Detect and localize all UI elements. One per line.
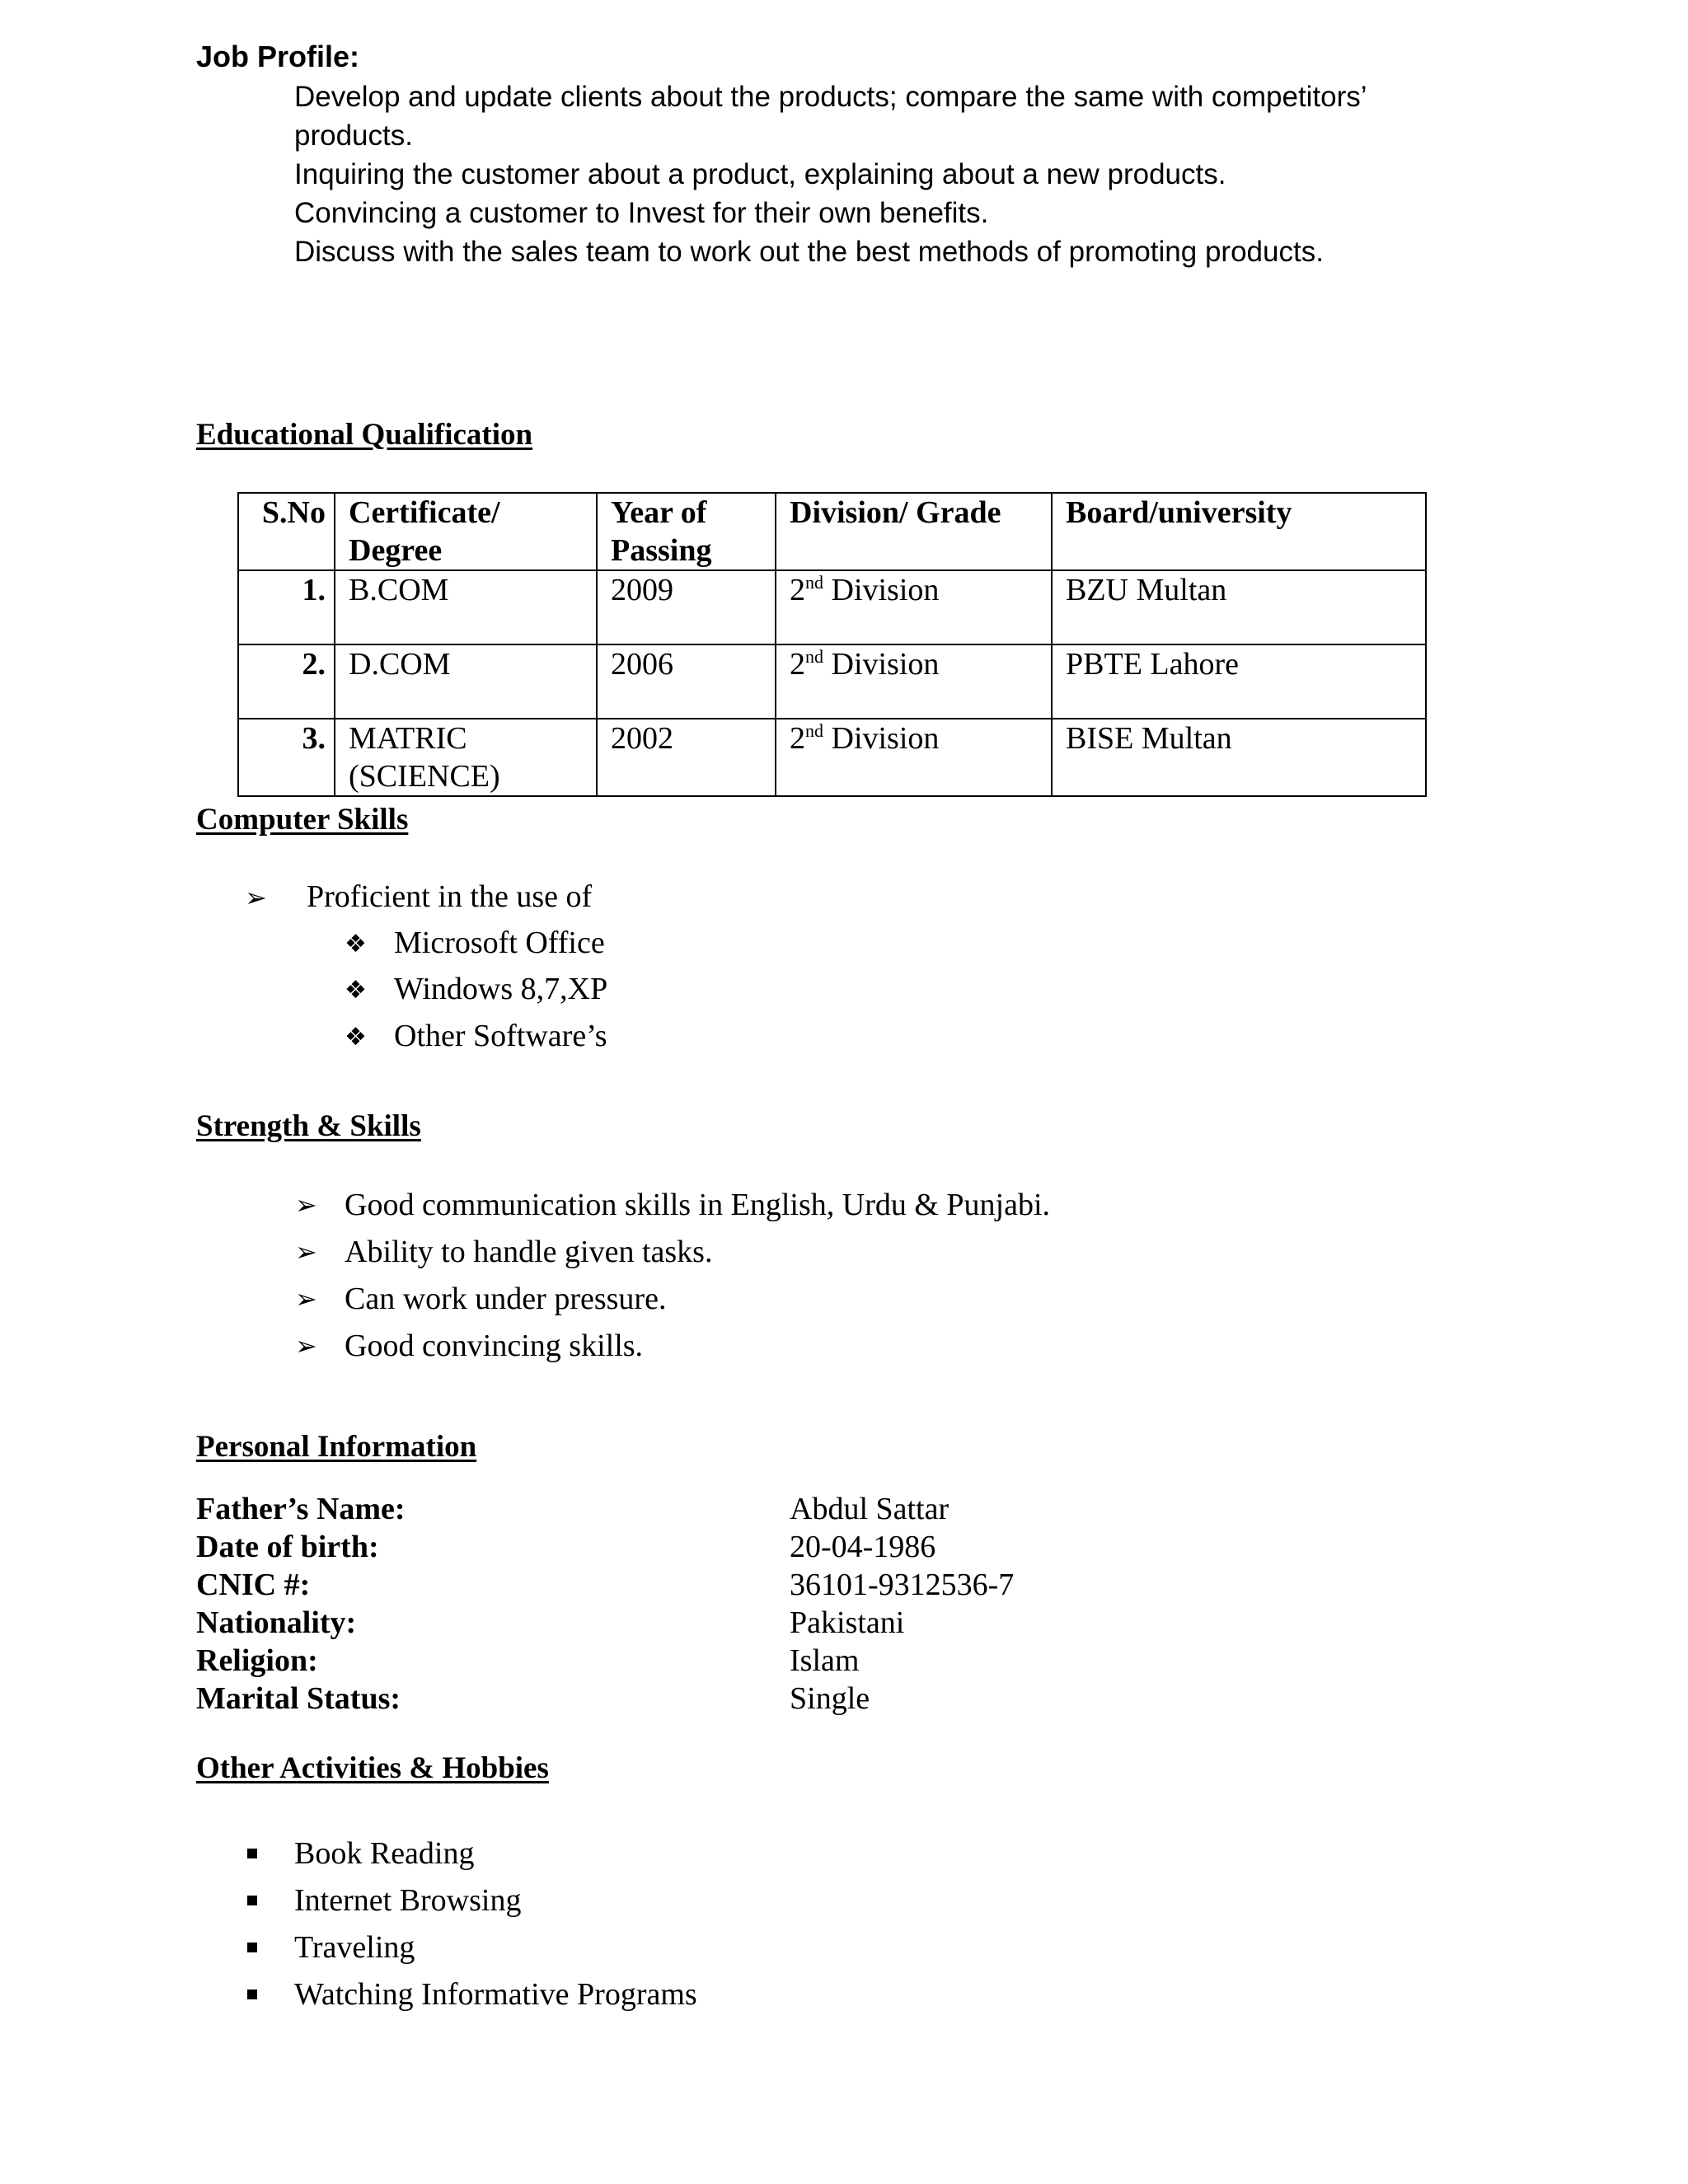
cell-division <box>776 570 1052 644</box>
four-diamond-bullet-icon: ❖ <box>345 930 367 958</box>
computer-skill-item: Windows 8,7,XP <box>394 972 608 1006</box>
strength-item: Good communication skills in English, Urdu & Punjabi. <box>345 1188 1051 1222</box>
strength-item: Can work under pressure. <box>345 1282 667 1316</box>
cell-sno: 2. <box>238 644 335 719</box>
job-profile-line: Convincing a customer to Invest for their own benefits. <box>294 197 989 229</box>
cell-year: 2002 <box>597 719 776 796</box>
strength-item: Ability to handle given tasks. <box>345 1235 713 1269</box>
arrowhead-bullet-icon: ➢ <box>295 1236 317 1268</box>
date-of-birth-label: Date of birth: <box>196 1530 379 1564</box>
four-diamond-bullet-icon: ❖ <box>345 1023 367 1052</box>
header-certificate-line: Certificate/ <box>349 495 500 530</box>
cell-degree-line: MATRIC <box>349 721 467 756</box>
arrowhead-bullet-icon: ➢ <box>295 1283 317 1315</box>
header-board: Board/university <box>1052 493 1426 570</box>
strengths-heading: Strength & Skills <box>196 1109 421 1143</box>
job-profile-line: products. <box>294 120 413 152</box>
hobby-item: Book Reading <box>294 1836 475 1871</box>
fathers-name-value: Abdul Sattar <box>790 1492 950 1526</box>
fathers-name-label: Father’s Name: <box>196 1492 406 1526</box>
marital-status-label: Marital Status: <box>196 1681 401 1716</box>
hobby-item: Traveling <box>294 1930 415 1965</box>
hobby-item: Internet Browsing <box>294 1883 522 1918</box>
cell-board: BISE Multan <box>1052 719 1426 796</box>
computer-skill-item: Microsoft Office <box>394 926 605 960</box>
cnic-value: 36101-9312536-7 <box>790 1568 1015 1602</box>
square-bullet-icon <box>247 1896 257 1905</box>
division-text: Division <box>823 573 940 607</box>
cell-year: 2006 <box>597 644 776 719</box>
division-suffix: nd <box>805 646 823 667</box>
cell-year: 2009 <box>597 570 776 644</box>
header-sno: S.No <box>238 493 335 570</box>
personal-info-heading: Personal Information <box>196 1430 477 1464</box>
nationality-label: Nationality: <box>196 1605 357 1640</box>
division-number: 2 <box>790 721 805 756</box>
header-certificate <box>335 493 597 570</box>
cell-degree-line: (SCIENCE) <box>349 759 500 794</box>
division-number: 2 <box>790 573 805 607</box>
job-profile-line: Inquiring the customer about a product, explaining about a new products. <box>294 158 1226 190</box>
header-division: Division/ Grade <box>776 493 1052 570</box>
marital-status-value: Single <box>790 1681 870 1716</box>
division-suffix: nd <box>805 720 823 741</box>
arrowhead-bullet-icon: ➢ <box>245 882 267 913</box>
job-profile-line: Discuss with the sales team to work out the best methods of promoting products. <box>294 236 1324 268</box>
education-table <box>237 492 1427 797</box>
hobbies-heading: Other Activities & Hobbies <box>196 1751 549 1785</box>
computer-skills-heading: Computer Skills <box>196 803 409 837</box>
hobby-item: Watching Informative Programs <box>294 1977 697 2012</box>
table-row <box>238 570 1426 644</box>
square-bullet-icon <box>247 1990 257 1999</box>
education-heading: Educational Qualification <box>196 418 533 452</box>
job-profile-line: Develop and update clients about the products; compare the same with competitors’ <box>294 81 1367 113</box>
header-year <box>597 493 776 570</box>
square-bullet-icon <box>247 1849 257 1858</box>
education-header-row <box>238 493 1426 570</box>
job-profile-description <box>294 77 1531 271</box>
cell-board: BZU Multan <box>1052 570 1426 644</box>
nationality-value: Pakistani <box>790 1605 905 1640</box>
date-of-birth-value: 20-04-1986 <box>790 1530 936 1564</box>
computer-skill-item: Other Software’s <box>394 1019 607 1053</box>
arrowhead-bullet-icon: ➢ <box>295 1189 317 1221</box>
four-diamond-bullet-icon: ❖ <box>345 976 367 1005</box>
cell-sno: 3. <box>238 719 335 796</box>
cell-degree <box>335 644 597 719</box>
division-text: Division <box>823 721 940 756</box>
header-certificate-line: Degree <box>349 533 443 568</box>
religion-label: Religion: <box>196 1643 318 1678</box>
header-year-line: Passing <box>611 533 712 568</box>
computer-skills-intro: Proficient in the use of <box>307 879 593 914</box>
religion-value: Islam <box>790 1643 860 1678</box>
header-year-line: Year of <box>611 495 707 530</box>
strength-item: Good convincing skills. <box>345 1329 644 1363</box>
cnic-label: CNIC #: <box>196 1568 311 1602</box>
arrowhead-bullet-icon: ➢ <box>295 1330 317 1361</box>
division-text: Division <box>823 647 940 682</box>
cell-sno: 1. <box>238 570 335 644</box>
square-bullet-icon <box>247 1943 257 1952</box>
division-suffix: nd <box>805 572 823 593</box>
job-profile-title: Job Profile: <box>196 40 360 73</box>
cell-degree <box>335 719 597 796</box>
table-row <box>238 644 1426 719</box>
cell-division <box>776 719 1052 796</box>
cell-division <box>776 644 1052 719</box>
cell-degree-line: D.COM <box>349 647 451 682</box>
division-number: 2 <box>790 647 805 682</box>
cell-board: PBTE Lahore <box>1052 644 1426 719</box>
cell-degree-line: B.COM <box>349 573 449 607</box>
cell-degree <box>335 570 597 644</box>
table-row <box>238 719 1426 796</box>
